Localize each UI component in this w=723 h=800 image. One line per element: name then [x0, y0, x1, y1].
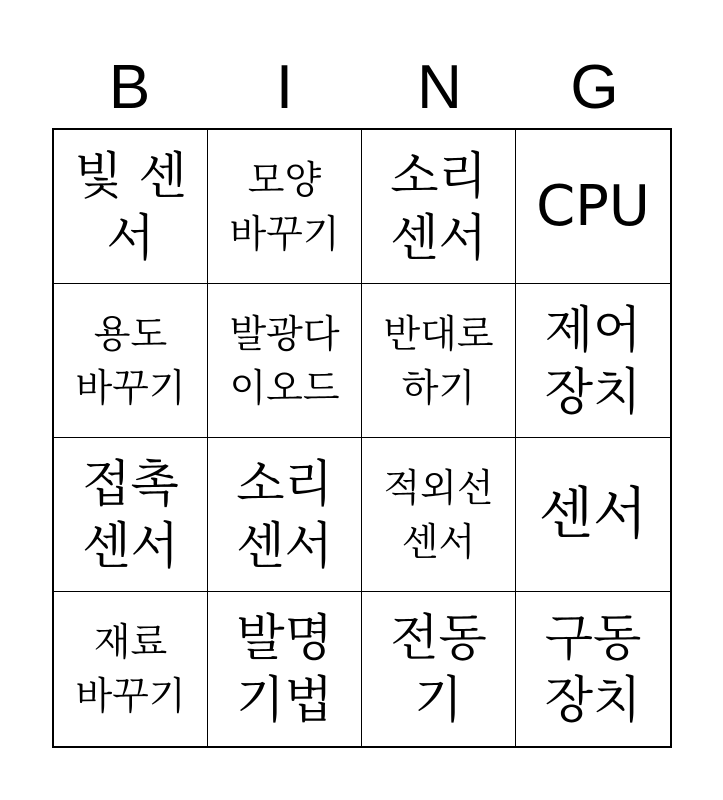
- cell-label: 접촉 센서: [82, 454, 179, 575]
- bingo-cell-r3c3[interactable]: [362, 438, 516, 592]
- bingo-header: [52, 48, 672, 128]
- cell-label: 소리 센서: [236, 454, 333, 575]
- bingo-cell-r2c3[interactable]: [362, 284, 516, 438]
- cell-label: 모양 바꾸기: [229, 157, 340, 256]
- bingo-cell-r2c2[interactable]: [208, 284, 362, 438]
- bingo-cell-r1c4[interactable]: [516, 130, 670, 284]
- cell-label: 구동 장치: [544, 609, 642, 729]
- cell-label: 재료 바꾸기: [75, 620, 186, 718]
- cell-label: 전동 기: [390, 609, 487, 729]
- cell-label: 빛 센 서: [74, 146, 187, 267]
- cell-label: 적외선 센서: [383, 465, 494, 564]
- cell-label: 용도 바꾸기: [75, 311, 186, 410]
- header-letter-i: I: [275, 53, 294, 122]
- bingo-cell-r1c3[interactable]: [362, 130, 516, 284]
- cell-label: 제어 장치: [544, 300, 642, 421]
- header-letter-b: B: [108, 53, 151, 122]
- bingo-cell-r4c1[interactable]: [54, 592, 208, 746]
- bingo-cell-r4c4[interactable]: [516, 592, 670, 746]
- bingo-board: [52, 128, 672, 748]
- header-letter-g: G: [570, 53, 619, 122]
- bingo-cell-r4c2[interactable]: [208, 592, 362, 746]
- bingo-cell-r3c2[interactable]: [208, 438, 362, 592]
- cell-label: CPU: [536, 173, 650, 239]
- cell-label: 발광다 이오드: [229, 311, 340, 410]
- bingo-cell-r1c1[interactable]: [54, 130, 208, 284]
- bingo-cell-r4c3[interactable]: [362, 592, 516, 746]
- cell-label: 소리 센서: [390, 146, 487, 267]
- header-letter-n: N: [417, 53, 462, 122]
- cell-label: 센서: [538, 481, 648, 547]
- bingo-cell-r1c2[interactable]: [208, 130, 362, 284]
- bingo-cell-r3c1[interactable]: [54, 438, 208, 592]
- bingo-cell-r3c4[interactable]: [516, 438, 670, 592]
- cell-label: 발명 기법: [236, 609, 333, 729]
- bingo-cell-r2c4[interactable]: [516, 284, 670, 438]
- bingo-cell-r2c1[interactable]: [54, 284, 208, 438]
- cell-label: 반대로 하기: [383, 311, 494, 410]
